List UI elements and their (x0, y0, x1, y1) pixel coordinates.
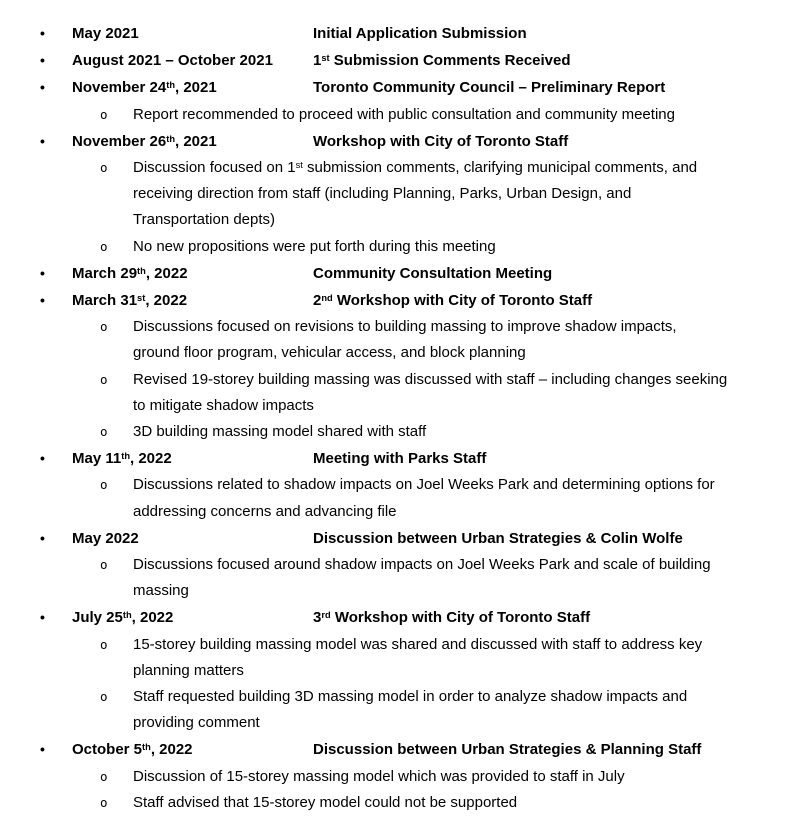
entry-title: 1st Submission Comments Received (313, 52, 571, 70)
timeline-sub-item-line (0, 790, 811, 816)
timeline-sub-item-line (0, 658, 811, 684)
sub-item-text: No new propositions were put forth during this meeting (133, 237, 496, 255)
circle-bullet-icon: o (100, 477, 108, 493)
sub-item-text: massing (133, 582, 189, 600)
entry-title: Meeting with Parks Staff (313, 450, 487, 468)
circle-bullet-icon: o (100, 319, 108, 335)
entry-title: 2nd Workshop with City of Toronto Staff (313, 292, 593, 310)
timeline-sub-item-line (0, 314, 811, 340)
timeline-sub-item-line (0, 181, 811, 207)
sub-item-text: 15-storey building massing model was shared and discussed with staff to address key (133, 635, 703, 653)
entry-date: July 25th, 2022 (72, 609, 174, 627)
timeline-entry (0, 445, 811, 472)
sub-item-text: Discussion focused on 1st submission comments, clarifying municipal comments, and (133, 159, 698, 177)
timeline-sub-item-line (0, 419, 811, 445)
bullet-icon: • (40, 450, 45, 467)
entry-date: May 2022 (72, 529, 139, 547)
timeline-list (0, 20, 811, 816)
bullet-icon: • (40, 79, 45, 96)
bullet-icon: • (40, 52, 45, 69)
circle-bullet-icon: o (100, 160, 108, 176)
timeline-entry (0, 260, 811, 287)
entry-title: Discussion between Urban Strategies & Planning Staff (313, 741, 702, 759)
timeline-sub-item-line (0, 102, 811, 128)
timeline-sub-item-line (0, 234, 811, 260)
timeline-entry (0, 287, 811, 314)
circle-bullet-icon: o (100, 768, 108, 784)
sub-item-text: planning matters (133, 661, 244, 679)
timeline-entry (0, 47, 811, 74)
timeline-entry (0, 128, 811, 155)
timeline-sub-item-line (0, 684, 811, 710)
timeline-sub-item-line (0, 578, 811, 604)
sub-item-text: to mitigate shadow impacts (133, 396, 314, 414)
timeline-entry (0, 74, 811, 101)
timeline-sub-item-line (0, 552, 811, 578)
circle-bullet-icon: o (100, 238, 108, 254)
sub-item-text: Report recommended to proceed with public consultation and community meeting (133, 105, 675, 123)
sub-item-text: receiving direction from staff (including Planning, Parks, Urban Design, and (133, 185, 632, 203)
entry-title: Discussion between Urban Strategies & Colin Wolfe (313, 529, 683, 547)
bullet-icon: • (40, 741, 45, 758)
sub-item-text: ground floor program, vehicular access, and block planning (133, 344, 526, 362)
timeline-sub-item-line (0, 367, 811, 393)
circle-bullet-icon: o (100, 371, 108, 387)
bullet-icon: • (40, 25, 45, 41)
timeline-sub-item-line (0, 472, 811, 498)
entry-title: Initial Application Submission (313, 25, 527, 42)
timeline-sub-item-line (0, 155, 811, 181)
timeline-entry (0, 525, 811, 552)
sub-item-text: Discussions focused on revisions to building massing to improve shadow impacts, (133, 318, 677, 336)
timeline-sub-item-line (0, 207, 811, 233)
circle-bullet-icon: o (100, 106, 108, 122)
timeline-sub-item-line (0, 632, 811, 658)
circle-bullet-icon: o (100, 794, 108, 810)
timeline-sub-item-line (0, 710, 811, 736)
timeline-entry (0, 20, 811, 47)
entry-title: Toronto Community Council – Preliminary Report (313, 79, 666, 97)
sub-item-text: Staff advised that 15-storey model could not be supported (133, 793, 518, 811)
circle-bullet-icon: o (100, 689, 108, 705)
bullet-icon: • (40, 529, 45, 546)
entry-title: Community Consultation Meeting (313, 264, 553, 282)
timeline-sub-item-line (0, 393, 811, 419)
sub-item-text: Transportation depts) (133, 211, 276, 229)
bullet-icon: • (40, 609, 45, 626)
entry-date: November 24th, 2021 (72, 79, 217, 97)
bullet-icon: • (40, 264, 45, 281)
bullet-icon: • (40, 292, 45, 309)
entry-date: March 31st, 2022 (72, 292, 188, 310)
timeline-sub-item-line (0, 340, 811, 366)
circle-bullet-icon: o (100, 636, 108, 652)
sub-item-text: addressing concerns and advancing file (133, 502, 397, 520)
entry-title: Workshop with City of Toronto Staff (313, 132, 569, 150)
entry-date: August 2021 – October 2021 (72, 52, 273, 70)
timeline-sub-item-line (0, 764, 811, 790)
sub-item-text: Discussion of 15-storey massing model which was provided to staff in July (133, 767, 625, 785)
sub-item-text: 3D building massing model shared with staff (133, 423, 427, 441)
sub-item-text: providing comment (133, 714, 260, 732)
entry-date: October 5th, 2022 (72, 741, 193, 759)
entry-title: 3rd Workshop with City of Toronto Staff (313, 609, 591, 627)
circle-bullet-icon: o (100, 424, 108, 440)
timeline-entry (0, 736, 811, 763)
timeline-entry (0, 604, 811, 631)
circle-bullet-icon: o (100, 557, 108, 573)
entry-date: May 2021 (72, 25, 139, 42)
entry-date: March 29th, 2022 (72, 264, 188, 282)
bullet-icon: • (40, 132, 45, 149)
entry-date: May 11th, 2022 (72, 450, 172, 468)
timeline-sub-item-line (0, 499, 811, 525)
sub-item-text: Revised 19-storey building massing was discussed with staff – including changes seeking (133, 370, 728, 388)
sub-item-text: Staff requested building 3D massing model in order to analyze shadow impacts and (133, 688, 688, 706)
sub-item-text: Discussions focused around shadow impacts on Joel Weeks Park and scale of building (133, 556, 711, 574)
sub-item-text: Discussions related to shadow impacts on Joel Weeks Park and determining options for (133, 476, 715, 494)
entry-date: November 26th, 2021 (72, 132, 217, 150)
